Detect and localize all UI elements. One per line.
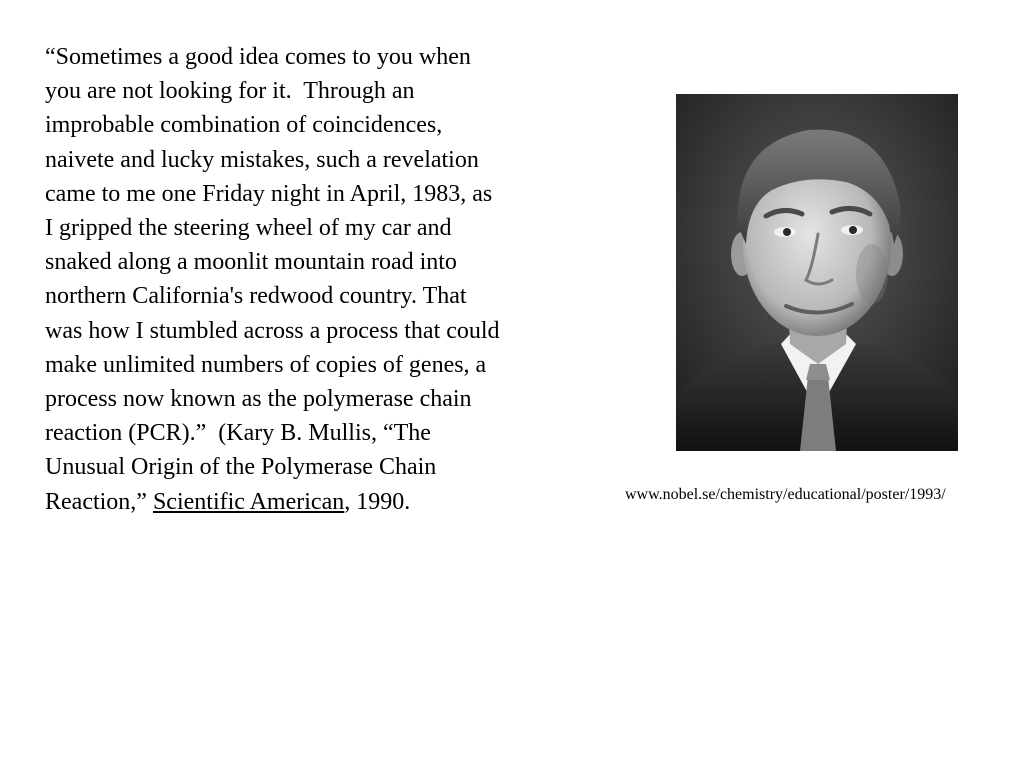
citation-suffix: , 1990. bbox=[344, 488, 411, 515]
journal-title: Scientific American bbox=[152, 488, 345, 515]
source-url: www.nobel.se/chemistry/educational/poster/1993/ bbox=[625, 486, 946, 503]
quote-line-13: Unusual Origin of the Polymerase Chain bbox=[45, 454, 437, 481]
citation-prefix: Reaction,” bbox=[45, 488, 153, 515]
quote-line-12: reaction (PCR).” (Kary B. Mullis, “The bbox=[45, 420, 431, 447]
quote-line-11: process now known as the polymerase chain bbox=[45, 386, 472, 413]
quote-block bbox=[45, 40, 605, 519]
quote-line-6: I gripped the steering wheel of my car and bbox=[45, 215, 452, 242]
quote-line-2: you are not looking for it. Through an bbox=[45, 78, 415, 105]
quote-line-9: was how I stumbled across a process that could bbox=[45, 317, 500, 344]
quote-line-7: snaked along a moonlit mountain road into bbox=[45, 249, 457, 276]
quote-line-4: naivete and lucky mistakes, such a revelation bbox=[45, 146, 479, 173]
quote-line-8: northern California's redwood country. That bbox=[45, 283, 467, 310]
quote-line-3: improbable combination of coincidences, bbox=[45, 112, 443, 139]
portrait-photo bbox=[676, 94, 958, 451]
quote-line-5: came to me one Friday night in April, 1983, as bbox=[45, 180, 493, 207]
quote-line-14 bbox=[45, 485, 605, 519]
quote-line-1: “Sometimes a good idea comes to you when bbox=[45, 44, 471, 70]
quote-line-10: make unlimited numbers of copies of genes, a bbox=[45, 351, 487, 378]
